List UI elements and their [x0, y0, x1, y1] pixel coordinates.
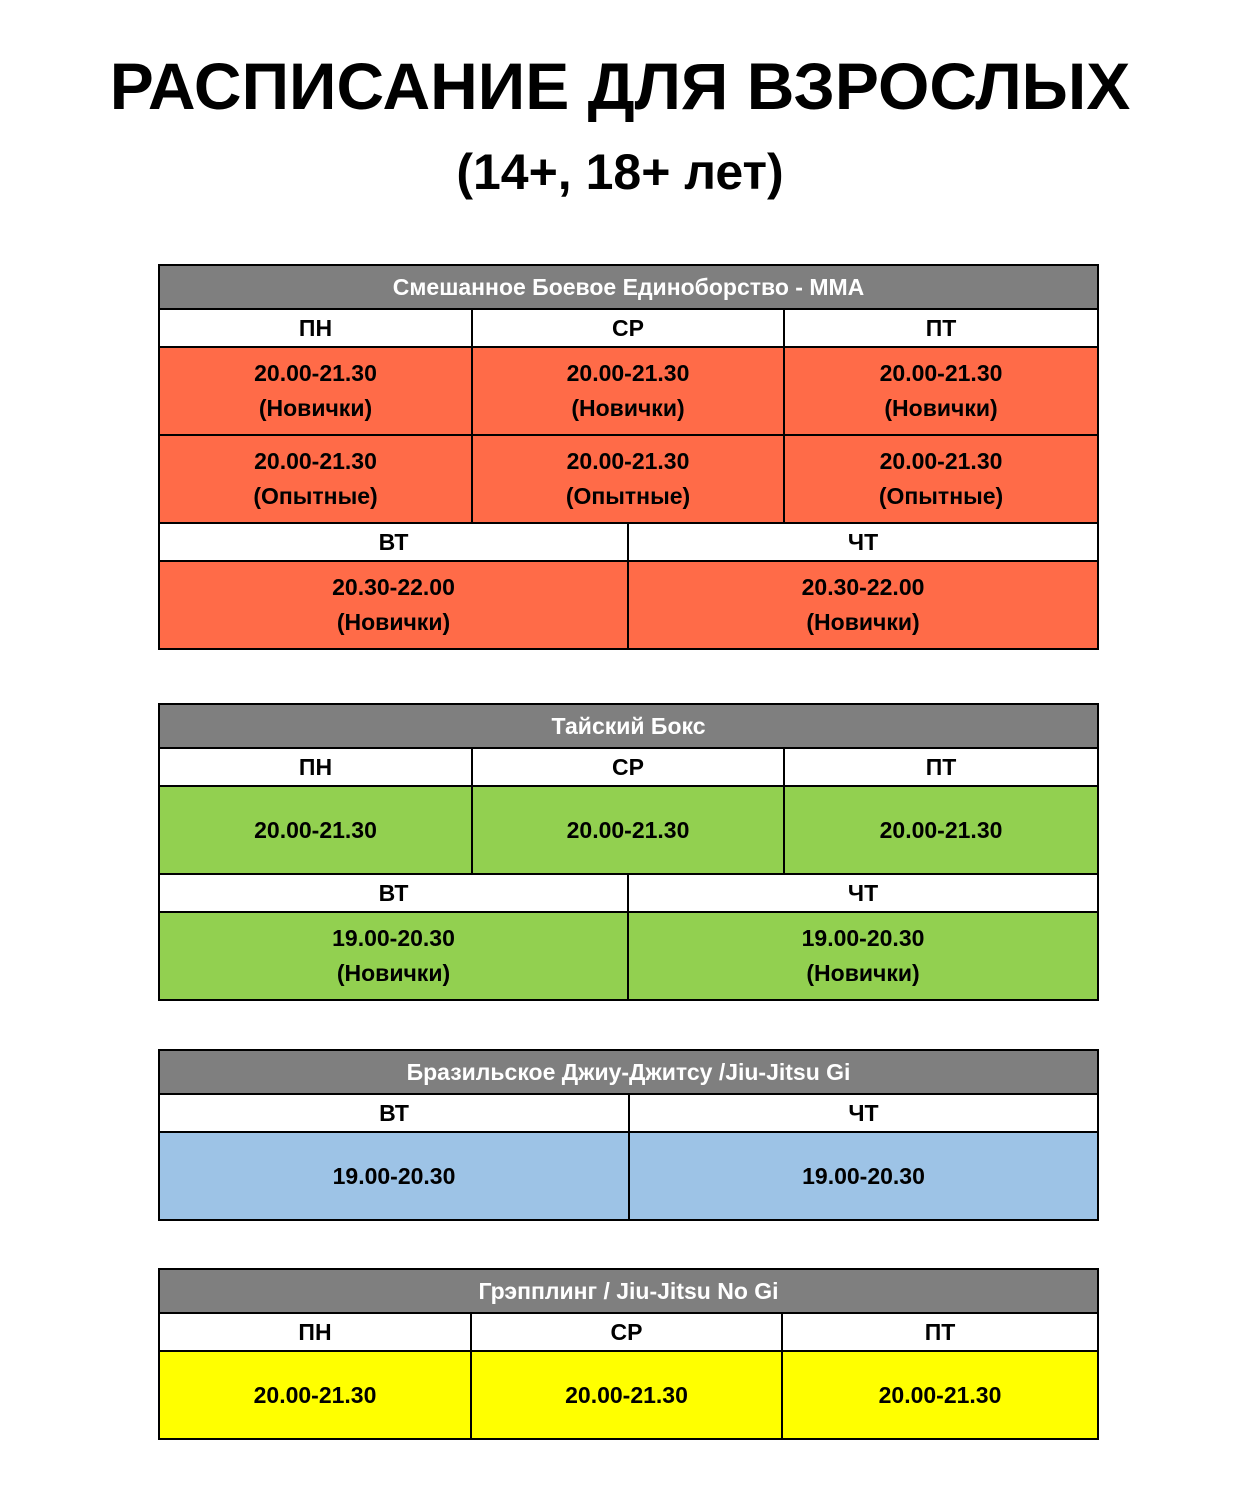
page-title: РАСПИСАНИЕ ДЛЯ ВЗРОСЛЫХ — [109, 49, 1131, 123]
schedule-cell — [159, 435, 472, 523]
level-text: (Опытные) — [565, 483, 691, 509]
level-text: (Новички) — [884, 395, 998, 421]
schedule-cell — [471, 1351, 782, 1439]
level-text: (Новички) — [258, 395, 373, 421]
schedule-cell — [629, 1132, 1098, 1220]
time-text: 20.00-21.30 — [254, 448, 377, 474]
level-text: (Опытные) — [878, 483, 1004, 509]
day-header-tue: ВТ — [159, 523, 628, 561]
schedule-cell — [782, 1351, 1098, 1439]
day-header-tue: ВТ — [159, 1094, 629, 1132]
day-header-wed: СР — [471, 1313, 782, 1351]
day-header-fri: ПТ — [782, 1313, 1098, 1351]
time-text: 19.00-20.30 — [332, 925, 455, 951]
section-title: Грэпплинг / Jiu-Jitsu No Gi — [159, 1269, 1098, 1313]
time-text: 20.00-21.30 — [878, 1381, 1002, 1408]
day-header-mon: ПН — [159, 309, 472, 347]
schedule-cell — [159, 347, 472, 435]
time-text: 19.00-20.30 — [801, 925, 925, 951]
schedule-cell — [159, 1351, 471, 1439]
schedule-table-muay-thai — [158, 703, 1099, 1001]
time-text: 20.00-21.30 — [879, 448, 1003, 474]
schedule-cell — [472, 786, 784, 874]
schedule-cell — [159, 561, 628, 649]
schedule-cell — [784, 786, 1098, 874]
time-text: 20.00-21.30 — [254, 360, 377, 386]
schedule-table-bjj — [158, 1049, 1099, 1221]
level-text: (Новички) — [571, 395, 685, 421]
time-text: 19.00-20.30 — [332, 1162, 456, 1189]
schedule-table-mma — [158, 264, 1099, 650]
section-title: Бразильское Джиу-Джитсу /Jiu-Jitsu Gi — [159, 1050, 1098, 1094]
time-text: 19.00-20.30 — [802, 1162, 925, 1189]
time-text: 20.00-21.30 — [254, 816, 377, 843]
time-text: 20.00-21.30 — [566, 816, 690, 843]
day-header-wed: СР — [472, 748, 784, 786]
time-text: 20.30-22.00 — [801, 574, 925, 600]
day-header-mon: ПН — [159, 1313, 471, 1351]
time-text: 20.00-21.30 — [253, 1381, 377, 1408]
time-text: 20.00-21.30 — [566, 360, 690, 386]
level-text: (Новички) — [336, 960, 451, 986]
time-text: 20.00-21.30 — [879, 360, 1003, 386]
time-text: 20.00-21.30 — [879, 816, 1003, 843]
day-header-thu: ЧТ — [628, 523, 1098, 561]
schedule-table-grappling — [158, 1268, 1099, 1440]
day-header-mon: ПН — [159, 748, 472, 786]
section-title: Тайский Бокс — [159, 704, 1098, 748]
schedule-cell — [159, 1132, 629, 1220]
schedule-cell — [784, 347, 1098, 435]
time-text: 20.30-22.00 — [332, 574, 455, 600]
schedule-cell — [472, 435, 784, 523]
level-text: (Новички) — [336, 609, 451, 635]
schedule-cell — [472, 347, 784, 435]
day-header-fri: ПТ — [784, 748, 1098, 786]
day-header-thu: ЧТ — [629, 1094, 1098, 1132]
day-header-fri: ПТ — [784, 309, 1098, 347]
section-title: Смешанное Боевое Единоборство - ММА — [159, 265, 1098, 309]
time-text: 20.00-21.30 — [566, 448, 690, 474]
time-text: 20.00-21.30 — [565, 1381, 688, 1408]
level-text: (Новички) — [806, 960, 920, 986]
level-text: (Новички) — [806, 609, 920, 635]
schedule-cell — [784, 435, 1098, 523]
day-header-wed: СР — [472, 309, 784, 347]
schedule-cell — [628, 561, 1098, 649]
level-text: (Опытные) — [253, 483, 378, 509]
schedule-cell — [628, 912, 1098, 1000]
schedule-cell — [159, 912, 628, 1000]
schedule-cell — [159, 786, 472, 874]
day-header-thu: ЧТ — [628, 874, 1098, 912]
page-subtitle: (14+, 18+ лет) — [456, 144, 784, 200]
day-header-tue: ВТ — [159, 874, 628, 912]
